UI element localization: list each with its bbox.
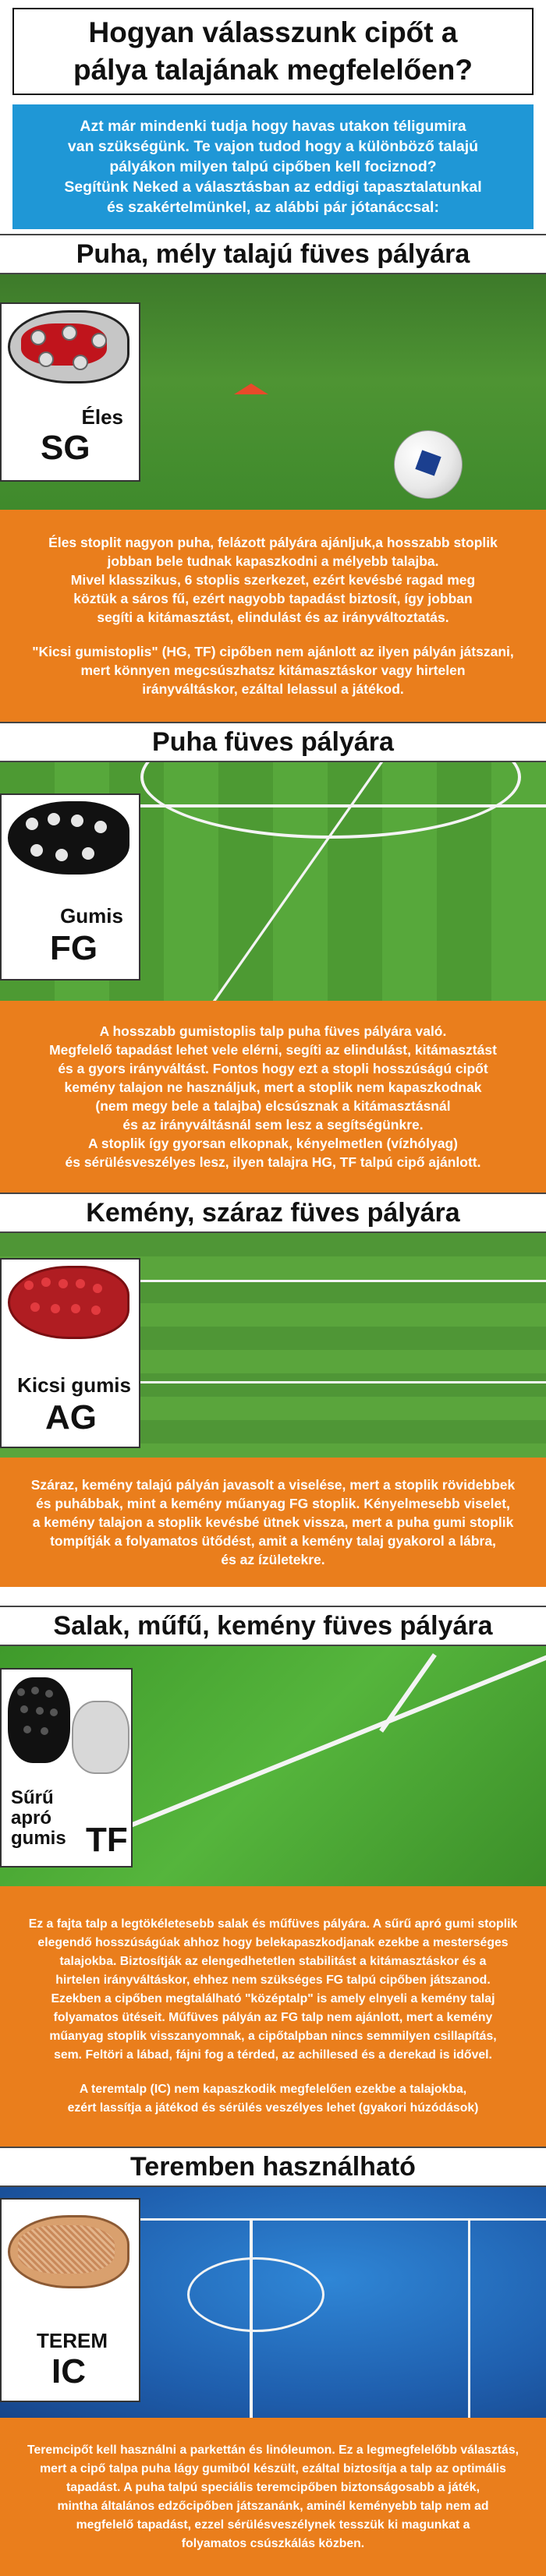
text-line: kemény talajon ne használjuk, mert a stoplik nem kapaszkodnak xyxy=(64,1080,482,1095)
shoe-code: SG xyxy=(41,429,90,467)
short-rubber-stud-sole-icon xyxy=(8,1266,129,1339)
shoe-card-fg xyxy=(0,793,140,981)
rubber-studded-sole-icon xyxy=(8,801,129,875)
text-line: elegendő hosszúságúak ahhoz hogy belekapaszkodjanak ezekbe a mesterséges xyxy=(37,1936,509,1949)
intro-line: és szakértelmünkel, az alábbi pár jótanáccsal: xyxy=(107,199,439,216)
shoe-type-label-line: gumis xyxy=(11,1828,66,1849)
text-line: Ez a fajta talp a legtökéletesebb salak és műfüves pályára. A sűrű apró gumi stoplik xyxy=(28,1917,518,1931)
section-title-ag: Kemény, száraz füves pályára xyxy=(0,1193,546,1233)
text-line: (nem megy bele a talajba) elcsúsznak a kitámasztásnál xyxy=(95,1098,451,1114)
shoe-card-tf xyxy=(0,1668,133,1868)
shoe-type-label: Gumis xyxy=(60,904,123,928)
shoe-card-sg xyxy=(0,302,140,482)
text-line: megfelelő tapadást, ezzel sérülésveszélynek tesszük ki magunkat a xyxy=(76,2518,470,2532)
text-line: sem. Feltöri a lábad, fájni fog a térded, az achillesed és a derekad is idővel. xyxy=(54,2048,492,2062)
text-line: mert könnyen megcsúszhatsz kitámasztáskor vagy hirtelen xyxy=(80,663,466,678)
metal-studded-sole-icon xyxy=(8,310,129,383)
intro-line: Azt már mindenki tudja hogy havas utakon téligumira xyxy=(80,118,466,135)
text-line: hirtelen irányváltáskor, ehhez nem szükséges FG talpú cipőben játszanod. xyxy=(55,1974,491,1987)
shoe-type-label-line: apró xyxy=(11,1807,52,1829)
shoe-type-label-line: Sűrű xyxy=(11,1787,54,1808)
text-line: a kemény talajon a stoplik kevésbé ütnek vissza, mert a puha gumi stoplik xyxy=(32,1514,514,1530)
text-line: Mivel klasszikus, 6 stoplis szerkezet, ezért kevésbé ragad meg xyxy=(70,572,476,588)
text-line: A stoplik így gyorsan elkopnak, kényelmetlen (vízhólyag) xyxy=(88,1136,458,1151)
text-line: folyamatos csúszkálás közben. xyxy=(181,2536,365,2550)
shoe-type-label: TEREM xyxy=(37,2329,108,2352)
shoe-code: AG xyxy=(45,1398,97,1436)
text-line: talajokba. Biztosítják az elengedhetetlen stabilitást a kitámasztáskor és a xyxy=(59,1955,487,1968)
text-line: Teremcipőt kell használni a parkettán és linóleumon. Ez a legmegfelelőbb választás, xyxy=(27,2443,519,2457)
intro-line: van szükségünk. Te vajon tudod hogy a különböző talajú xyxy=(67,138,479,155)
text-line: Megfelelő tapadást lehet vele elérni, segíti az elindulást, kitámasztást xyxy=(49,1042,497,1058)
section-title-ic: Teremben használható xyxy=(0,2147,546,2187)
text-line: "Kicsi gumistoplis" (HG, TF) cipőben nem ajánlott az ilyen pályán játszani, xyxy=(32,644,514,659)
football-icon xyxy=(394,430,463,499)
text-line: segíti a kitámasztást, elindulást és az irányváltoztatás. xyxy=(97,610,449,625)
section-text-sg xyxy=(0,510,546,722)
intro-line: Segítünk Neked a választásban az eddigi tapasztalatunkal xyxy=(64,178,482,196)
text-line: Ezekben a cipőben megtalálható "középtalp" is amely elnyeli a kemény talaj xyxy=(51,1992,495,2005)
section-title-fg: Puha füves pályára xyxy=(0,722,546,762)
text-line: A teremtalp (IC) nem kapaszkodik megfelelően ezekbe a talajokba, xyxy=(79,2083,467,2096)
text-line: köztük a sáros fű, ezért nagyobb tapadást biztosít, így jobban xyxy=(73,591,473,606)
text-line: ezért lassítja a játékod és sérülés veszélyes lehet (gyakori húzódások) xyxy=(67,2101,479,2115)
text-line: folyamatos ütéseit. Műfüves pályán az FG talp nem ajánlott, mert a kemény xyxy=(53,2011,493,2024)
shoe-code: FG xyxy=(50,929,98,967)
text-line: és puhábbak, mint a kemény műanyag FG stoplik. Kényelmesebb viselet, xyxy=(36,1496,510,1511)
shoe-card-ag xyxy=(0,1258,140,1448)
shoe-type-label: Éles xyxy=(81,405,123,429)
text-line: és az irányváltásnál sem lesz a segítségünkre. xyxy=(122,1117,424,1133)
text-line: és sérülésveszélyes lesz, ilyen talajra HG, TF talpú cipő ajánlott. xyxy=(65,1154,481,1170)
indoor-flat-sole-icon xyxy=(8,2215,129,2288)
section-title-sg: Puha, mély talajú füves pályára xyxy=(0,234,546,274)
text-line: irányváltáskor, ezáltal lelassul a játékod. xyxy=(142,681,404,697)
shoe-type-label xyxy=(11,1788,66,1849)
text-line: jobban bele tudnak kapaszkodni a mélyebb talajba. xyxy=(107,553,439,569)
page-title-line-2: pálya talajának megfelelően? xyxy=(73,54,473,86)
shoe-card-ic xyxy=(0,2198,140,2402)
page-title-line-1: Hogyan válasszunk cipőt a xyxy=(88,16,458,48)
turf-sole-dark-icon xyxy=(8,1677,70,1763)
text-line: tapadást. A puha talpú speciális teremcipőben biztonságosabb a játék, xyxy=(66,2480,480,2494)
section-text-fg xyxy=(0,1001,546,1193)
shoe-code: TF xyxy=(86,1821,128,1859)
section-text-ag xyxy=(0,1458,546,1587)
page-title xyxy=(12,8,534,95)
text-line: és az ízületekre. xyxy=(221,1552,325,1567)
shoe-type-label: Kicsi gumis xyxy=(17,1373,131,1397)
turf-sole-light-icon xyxy=(72,1701,129,1774)
text-line: Éles stoplit nagyon puha, felázott pályára ajánljuk,a hosszabb stoplik xyxy=(48,535,498,550)
text-line: mintha általános edzőcipőben játszanánk, aminél keményebb talp nem ad xyxy=(57,2499,489,2513)
text-line: tompítják a folyamatos ütődést, amit a kemény talaj gyakorol a lábra, xyxy=(50,1533,496,1549)
text-line: műanyag stoplik visszanyomnak, a cipőtalpban nincs semmilyen csillapítás, xyxy=(49,2030,497,2043)
text-line: mert a cipő talpa puha lágy gumiból készült, ezáltal biztosítja a talp az optimális xyxy=(40,2461,506,2475)
intro-line: pályákon milyen talpú cipőben kell fociznod? xyxy=(109,158,437,175)
training-cone-icon xyxy=(234,383,268,394)
text-line: Száraz, kemény talajú pályán javasolt a viselése, mert a stoplik rövidebbek xyxy=(30,1477,516,1493)
intro-box xyxy=(12,104,534,229)
shoe-code: IC xyxy=(51,2352,86,2390)
section-text-tf xyxy=(0,1886,546,2147)
section-text-ic xyxy=(0,2418,546,2576)
section-title-tf: Salak, műfű, kemény füves pályára xyxy=(0,1606,546,1646)
text-line: és a gyors irányváltást. Fontos hogy ezt a stopli hosszúságú cipőt xyxy=(58,1061,488,1076)
text-line: A hosszabb gumistoplis talp puha füves pályára való. xyxy=(99,1023,447,1039)
